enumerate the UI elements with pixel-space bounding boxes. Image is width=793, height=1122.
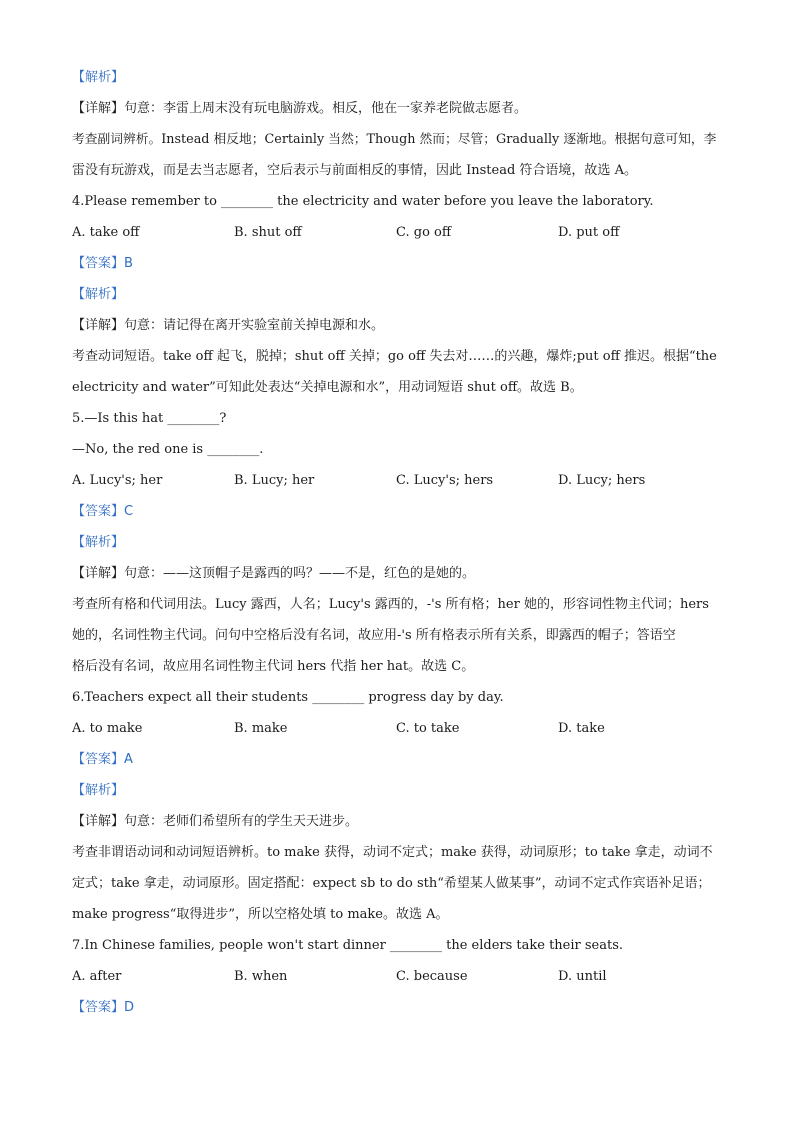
analysis-label-text: 【解析】 <box>72 535 125 550</box>
answer-value: A <box>124 752 133 767</box>
option-b: B. shut off <box>234 225 302 240</box>
options-row <box>72 713 722 744</box>
option-c: C. Lucy's; hers <box>396 473 494 488</box>
option-d: D. Lucy; hers <box>558 473 646 488</box>
analysis-label <box>72 279 722 310</box>
analysis-label-text: 【解析】 <box>72 287 125 302</box>
text-line: 【详解】句意：老师们希望所有的学生天天进步。 <box>72 814 359 829</box>
text-line: 雷没有玩游戏，而是去当志愿者，空后表示与前面相反的事情，因此 Instead 符合语境，故选 A。 <box>72 163 637 178</box>
text-line: 考查所有格和代词用法。Lucy 露西，人名；Lucy's 露西的，-'s 所有格；her 她的，形容词性物主代词；hers <box>72 597 709 612</box>
analysis-label-text: 【解析】 <box>72 70 125 85</box>
option-b: B. when <box>234 969 288 984</box>
option-b: B. Lucy; her <box>234 473 315 488</box>
text-line: 【详解】句意：——这顶帽子是露西的吗？——不是，红色的是她的。 <box>72 566 476 581</box>
options-row <box>72 465 722 496</box>
answer-label: 【答案】 <box>72 504 125 519</box>
option-a: A. Lucy's; her <box>72 473 163 488</box>
text-line: 7.In Chinese families, people won't start dinner ________ the elders take their seats. <box>72 938 624 953</box>
text-line: electricity and water”可知此处表达“关掉电源和水”，用动词短语 shut off。故选 B。 <box>72 380 583 395</box>
answer-line <box>72 992 722 1023</box>
option-d: D. put off <box>558 225 620 240</box>
answer-value: C <box>124 504 134 519</box>
text-line: 考查副词辨析。Instead 相反地；Certainly 当然；Though 然而；尽管；Gradually 逐渐地。根据句意可知，李 <box>72 132 717 147</box>
options-row <box>72 217 722 248</box>
option-c: C. to take <box>396 721 460 736</box>
analysis-label <box>72 527 722 558</box>
text-line: —No, the red one is ________. <box>72 442 264 457</box>
analysis-label-text: 【解析】 <box>72 783 125 798</box>
answer-line <box>72 744 722 775</box>
options-row <box>72 961 722 992</box>
option-d: D. until <box>558 969 607 984</box>
answer-label: 【答案】 <box>72 1000 125 1015</box>
text-line: 定式；take 拿走，动词原形。固定搭配：expect sb to do sth“希望某人做某事”，动词不定式作宾语补足语； <box>72 876 711 891</box>
answer-line <box>72 496 722 527</box>
option-a: A. take off <box>72 225 140 240</box>
text-line: 她的，名词性物主代词。问句中空格后没有名词，故应用-'s 所有格表示所有关系，即露西的帽子；答语空 <box>72 628 676 643</box>
text-line: 【详解】句意：李雷上周末没有玩电脑游戏。相反，他在一家养老院做志愿者。 <box>72 101 528 116</box>
option-d: D. take <box>558 721 605 736</box>
option-a: A. after <box>72 969 122 984</box>
answer-label: 【答案】 <box>72 752 125 767</box>
option-a: A. to make <box>72 721 143 736</box>
analysis-label <box>72 62 722 93</box>
analysis-label <box>72 775 722 806</box>
document-page <box>72 62 722 1023</box>
answer-value: D <box>124 1000 135 1015</box>
answer-label: 【答案】 <box>72 256 125 271</box>
text-line: 考查非谓语动词和动词短语辨析。to make 获得，动词不定式；make 获得，动词原形；to take 拿走，动词不 <box>72 845 713 860</box>
text-line: 5.—Is this hat ________? <box>72 411 227 426</box>
text-line: 格后没有名词，故应用名词性物主代词 hers 代指 her hat。故选 C。 <box>72 659 475 674</box>
option-b: B. make <box>234 721 288 736</box>
option-c: C. because <box>396 969 468 984</box>
option-c: C. go off <box>396 225 452 240</box>
answer-line <box>72 248 722 279</box>
text-line: make progress“取得进步”，所以空格处填 to make。故选 A。 <box>72 907 449 922</box>
text-line: 考查动词短语。take off 起飞，脱掉；shut off 关掉；go off 失去对……的兴趣，爆炸;put off 推迟。根据“the <box>72 349 717 364</box>
text-line: 4.Please remember to ________ the electricity and water before you leave the laboratory. <box>72 194 654 209</box>
answer-value: B <box>124 256 133 271</box>
text-line: 【详解】句意：请记得在离开实验室前关掉电源和水。 <box>72 318 385 333</box>
text-line: 6.Teachers expect all their students ________ progress day by day. <box>72 690 504 705</box>
